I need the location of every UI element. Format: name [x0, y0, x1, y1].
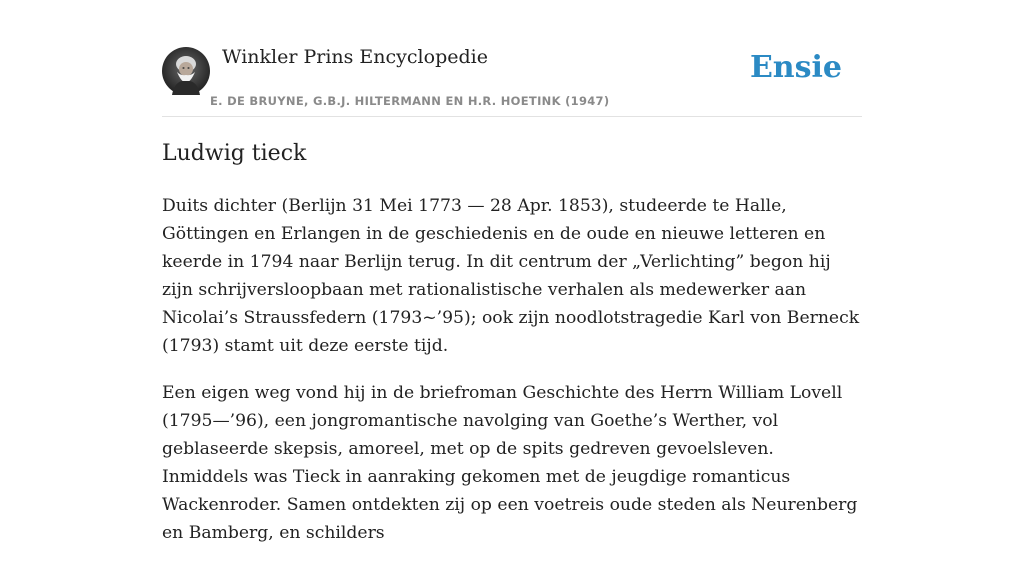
paragraph: Duits dichter (Berlijn 31 Mei 1773 — 28 Apr. 1853), studeerde te Halle, Göttingen en Erlangen in de geschiedenis en de oude en nieuwe letteren en keerde in 1794 naar Berlijn terug. In dit centrum der „Verlichting” begon hij zijn schrijversloopbaan met rationalistische verhalen als medewerker aan Nicolai’s Straussfedern (1793~’95); ook zijn noodlotstragedie Karl von Berneck (1793) stamt uit deze eerste tijd. — [162, 196, 860, 356]
article-body — [162, 192, 862, 566]
avatar-icon[interactable] — [162, 47, 210, 95]
site-title[interactable]: Winkler Prins Encyclopedie — [222, 46, 488, 68]
brand-logo[interactable]: Ensie — [749, 50, 842, 85]
site-header — [162, 46, 862, 117]
paragraph: Een eigen weg vond hij in de briefroman Geschichte des Herrn William Lovell (1795—’96), een jongromantische navolging van Goethe’s Werther, vol geblaseerde skepsis, amoreel, met op de spits gedreven gevoelsleven. Inmiddels was Tieck in aanraking gekomen met de jeugdige romanticus Wackenroder. Samen ontdekten zij op een voetreis oude steden als Neurenberg en Bamberg, en schilders — [162, 383, 858, 543]
article-title: Ludwig tieck — [162, 141, 307, 166]
source-credits: E. DE BRUYNE, G.B.J. HILTERMANN EN H.R. HOETINK (1947) — [210, 94, 610, 108]
